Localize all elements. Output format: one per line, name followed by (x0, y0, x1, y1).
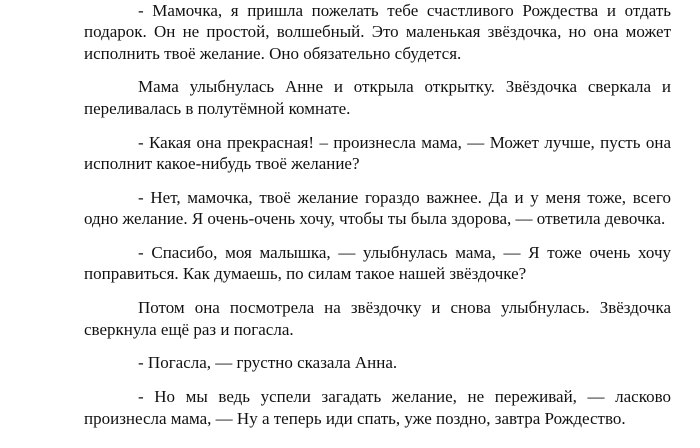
document-page (84, 0, 671, 442)
paragraph: - Мамочка, я пришла пожелать тебе счастливого Рождества и отдать подарок. Он не простой, волшебный. Это маленькая звёздочка, но она может исполнить твоё желание. Оно обязательно сбудется. (84, 1, 671, 63)
paragraph: Мама улыбнулась Анне и открыла открытку. Звёздочка сверкала и переливалась в полутёмной комнате. (84, 77, 671, 118)
paragraph: - Какая она прекрасная! – произнесла мама, — Может лучше, пусть она исполнит какое-нибудь твоё желание? (84, 132, 671, 173)
paragraph: - Нет, мамочка, твоё желание гораздо важнее. Да и у меня тоже, всего одно желание. Я очень-очень хочу, чтобы ты была здорова, — ответила девочка. (84, 187, 671, 229)
paragraph: - Погасла, — грустно сказала Анна. (138, 353, 398, 373)
paragraph: - Но мы ведь успели загадать желание, не переживай, — ласково произнесла мама, — Ну а теперь иди спать, уже поздно, завтра Рождество. (84, 387, 671, 428)
paragraph: Потом она посмотрела на звёздочку и снова улыбнулась. Звёздочка сверкнула ещё раз и погасла. (84, 298, 671, 339)
paragraph: - Спасибо, моя малышка, — улыбнулась мама, — Я тоже очень хочу поправиться. Как думаешь, по силам такое нашей звёздочке? (84, 243, 671, 284)
